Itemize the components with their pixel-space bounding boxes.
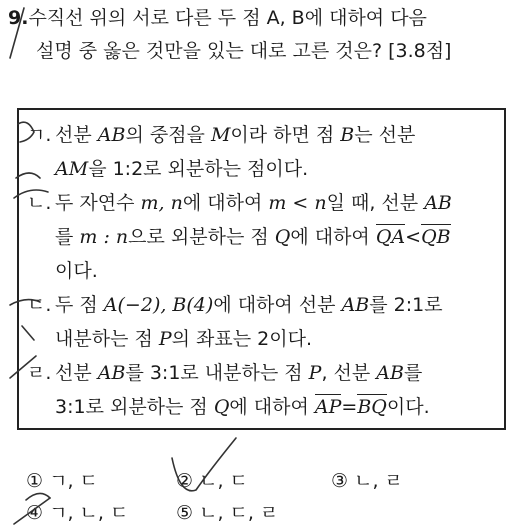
text: 에 대하여 (182, 192, 269, 214)
text: 는 선분 (354, 124, 416, 146)
segment-overline: QA (375, 226, 406, 248)
segment-overline: QB (421, 226, 451, 248)
statement-box (17, 108, 506, 430)
text: 으로 외분하는 점 (128, 226, 275, 248)
text: = (341, 396, 358, 418)
choice-2[interactable] (176, 465, 248, 497)
choice-label: ① (26, 470, 44, 492)
choice-text: ㄴ, ㄷ, ㄹ (199, 502, 279, 524)
math: m < n (268, 192, 327, 214)
text: 를 (403, 362, 423, 384)
text: 를 2:1로 (369, 294, 443, 316)
math: AB (424, 192, 452, 214)
math: AB (97, 362, 126, 384)
text: 선분 (55, 362, 98, 384)
math: A(−2), B(4) (103, 294, 214, 316)
choice-1[interactable] (26, 465, 98, 497)
math: AM (55, 158, 89, 180)
math: m : n (79, 226, 129, 248)
choice-3[interactable] (331, 465, 403, 497)
math: AB (97, 124, 126, 146)
math: AB (341, 294, 370, 316)
text: 이라 하면 점 (230, 124, 341, 146)
text: 두 자연수 (55, 192, 141, 214)
question-text-line1: 수직선 위의 서로 다른 두 점 A, B에 대하여 다음 (28, 7, 427, 29)
question-header (8, 2, 508, 68)
choice-label: ③ (331, 470, 349, 492)
statement-mark: ㄱ. (27, 124, 52, 146)
text: 이다. (55, 260, 98, 282)
segment-overline: AP (314, 396, 342, 418)
question-number: 9. (8, 7, 29, 29)
question-text-line2: 설명 중 옳은 것만을 있는 대로 고른 것은? [3.8점] (36, 40, 452, 62)
statement-mark: ㄹ. (27, 362, 52, 384)
text: 의 중점을 (125, 124, 211, 146)
text: 를 (55, 226, 80, 248)
statement-c (27, 288, 443, 356)
choice-text: ㄴ, ㄹ (354, 470, 403, 492)
text: 3:1로 외분하는 점 (55, 396, 214, 418)
choice-5[interactable] (176, 497, 278, 529)
text: 두 점 (55, 294, 104, 316)
text: 을 1:2로 외분하는 점이다. (88, 158, 309, 180)
math: Q (213, 396, 230, 418)
choice-text: ㄱ, ㄴ, ㄷ (49, 502, 129, 524)
math: Q (274, 226, 291, 248)
text: 를 3:1로 내분하는 점 (125, 362, 309, 384)
choice-4[interactable] (26, 497, 128, 529)
text: 이다. (386, 396, 430, 418)
text: 의 좌표는 2이다. (171, 328, 312, 350)
text: 내분하는 점 (55, 328, 159, 350)
segment-overline: BQ (357, 396, 387, 418)
choice-label: ⑤ (176, 502, 194, 524)
statement-b (27, 186, 452, 288)
statement-d (27, 356, 430, 424)
statement-mark: ㄷ. (27, 294, 52, 316)
math: m, n (140, 192, 183, 214)
text: 에 대하여 (290, 226, 376, 248)
choice-text: ㄴ, ㄷ (199, 470, 248, 492)
text: 일 때, 선분 (326, 192, 425, 214)
statement-mark: ㄴ. (27, 192, 52, 214)
choice-label: ④ (26, 502, 44, 524)
text: 에 대하여 선분 (213, 294, 342, 316)
text: 에 대하여 (229, 396, 315, 418)
text: < (405, 226, 422, 248)
statement-a (27, 118, 415, 186)
text: , 선분 (321, 362, 377, 384)
math: P (308, 362, 322, 384)
math: P (158, 328, 172, 350)
choice-text: ㄱ, ㄷ (49, 470, 98, 492)
math: B (340, 124, 355, 146)
choice-label: ② (176, 470, 194, 492)
text: 선분 (55, 124, 98, 146)
math: AB (376, 362, 404, 384)
math: M (210, 124, 231, 146)
